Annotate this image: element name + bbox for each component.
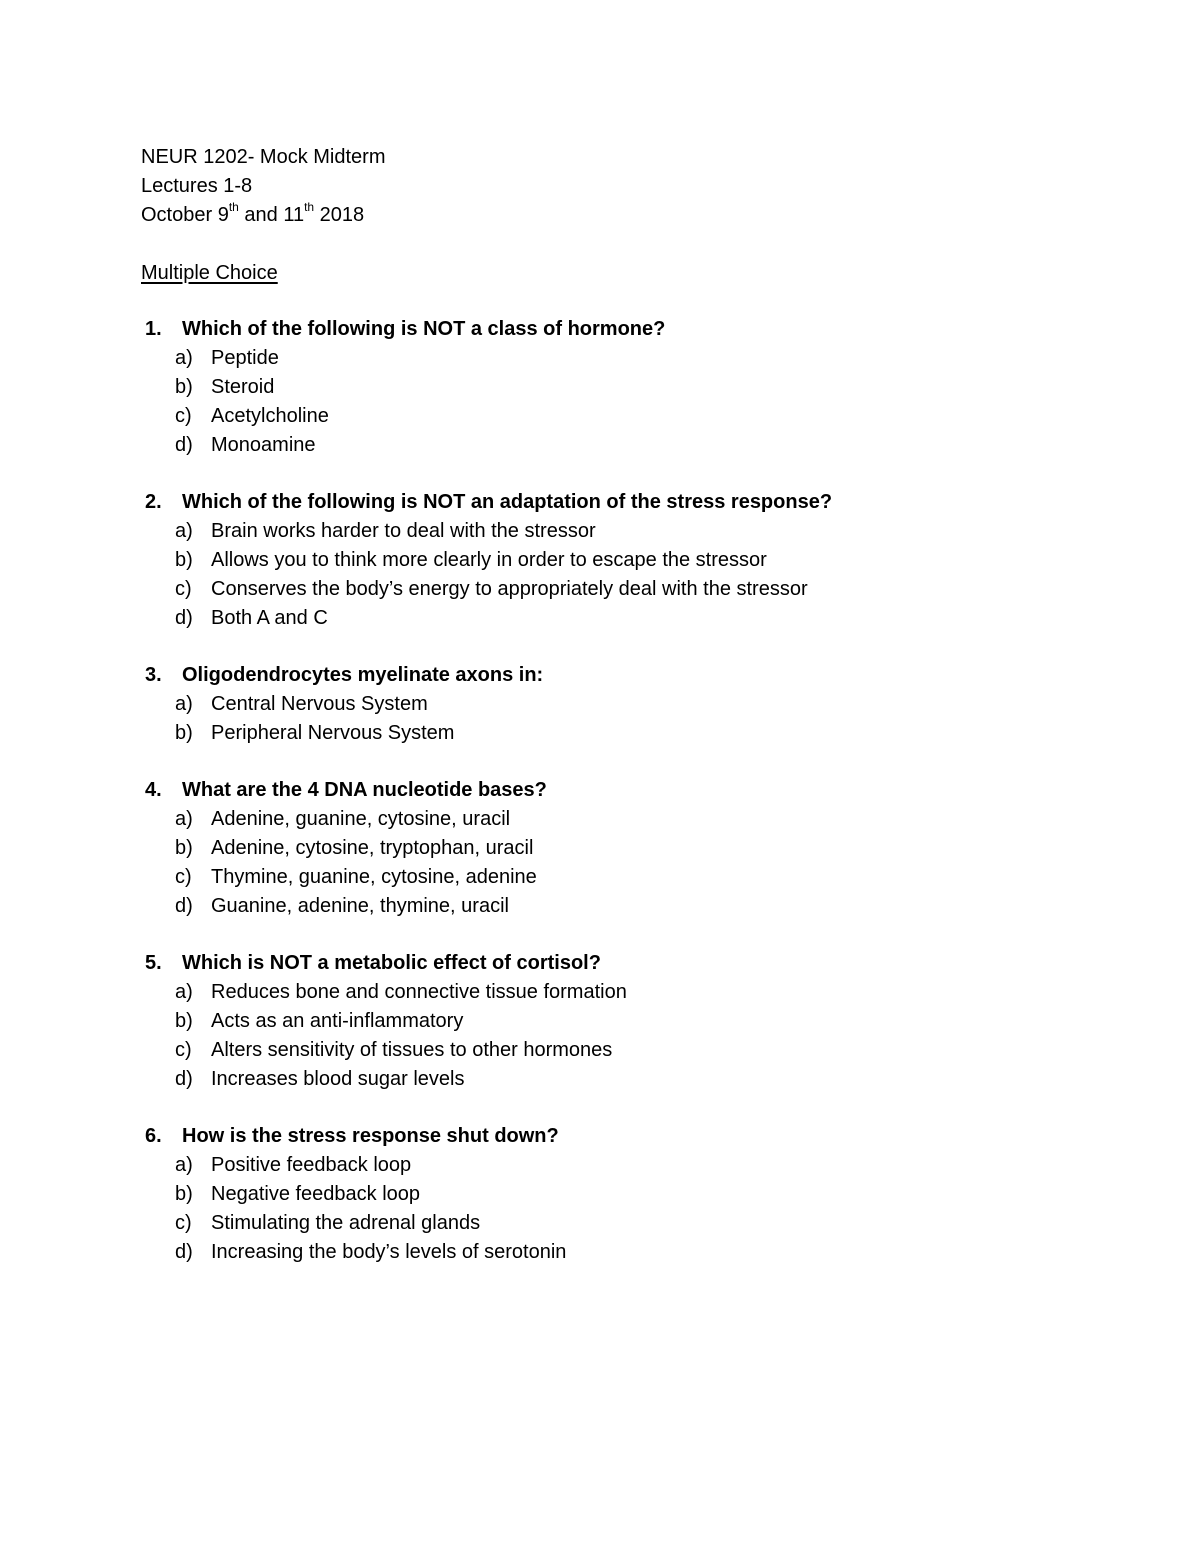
option-text: Central Nervous System — [211, 693, 428, 715]
lectures-line: Lectures 1-8 — [141, 175, 253, 197]
option-letter: d) — [175, 1068, 193, 1090]
option-letter: a) — [175, 693, 193, 715]
answer-option — [0, 517, 1200, 546]
date-suffix: 2018 — [314, 204, 365, 226]
option-text: Acts as an anti-inflammatory — [211, 1010, 464, 1032]
question-2 — [0, 488, 1200, 633]
option-letter: a) — [175, 347, 193, 369]
answer-option — [0, 604, 1200, 633]
question-text: Oligodendrocytes myelinate axons in: — [182, 664, 544, 686]
question-text: How is the stress response shut down? — [182, 1125, 559, 1147]
question-4 — [0, 776, 1200, 921]
option-letter: a) — [175, 808, 193, 830]
option-letter: b) — [175, 1010, 193, 1032]
question-3 — [0, 661, 1200, 748]
answer-option — [0, 978, 1200, 1007]
option-letter: b) — [175, 837, 193, 859]
answer-option — [0, 575, 1200, 604]
question-number: 1. — [145, 318, 162, 340]
answer-option — [0, 1065, 1200, 1094]
date-ordinal-2: th — [304, 200, 315, 215]
option-letter: b) — [175, 1183, 193, 1205]
answer-option — [0, 373, 1200, 402]
option-text: Peripheral Nervous System — [211, 722, 455, 744]
option-letter: a) — [175, 520, 193, 542]
answer-option — [0, 431, 1200, 460]
date-middle: and 11 — [238, 204, 305, 226]
question-text: Which is NOT a metabolic effect of cortisol? — [182, 952, 601, 974]
exam-header — [141, 143, 386, 230]
option-text: Adenine, cytosine, tryptophan, uracil — [211, 837, 534, 859]
question-number: 4. — [145, 779, 162, 801]
option-text: Reduces bone and connective tissue formation — [211, 981, 627, 1003]
option-text: Increasing the body’s levels of serotonin — [211, 1241, 567, 1263]
question-number: 5. — [145, 952, 162, 974]
course-title: NEUR 1202- Mock Midterm — [141, 146, 386, 168]
answer-option — [0, 863, 1200, 892]
option-text: Alters sensitivity of tissues to other hormones — [211, 1039, 613, 1061]
option-text: Steroid — [211, 376, 275, 398]
answer-option — [0, 1151, 1200, 1180]
question-text: What are the 4 DNA nucleotide bases? — [182, 779, 547, 801]
question-number: 6. — [145, 1125, 162, 1147]
question-5 — [0, 949, 1200, 1094]
answer-option — [0, 892, 1200, 921]
answer-option — [0, 1209, 1200, 1238]
exam-date — [141, 201, 386, 230]
answer-option — [0, 402, 1200, 431]
option-text: Monoamine — [211, 434, 316, 456]
question-number: 3. — [145, 664, 162, 686]
option-letter: b) — [175, 376, 193, 398]
question-text: Which of the following is NOT an adaptation of the stress response? — [182, 491, 833, 513]
question-stem — [0, 661, 1200, 690]
answer-option — [0, 1238, 1200, 1267]
option-text: Guanine, adenine, thymine, uracil — [211, 895, 509, 917]
option-text: Peptide — [211, 347, 279, 369]
question-list — [0, 315, 1200, 1295]
question-1 — [0, 315, 1200, 460]
option-letter: c) — [175, 1212, 192, 1234]
question-stem — [0, 315, 1200, 344]
answer-option — [0, 805, 1200, 834]
answer-option — [0, 546, 1200, 575]
option-letter: a) — [175, 1154, 193, 1176]
answer-option — [0, 344, 1200, 373]
option-letter: c) — [175, 405, 192, 427]
question-6 — [0, 1122, 1200, 1267]
option-letter: c) — [175, 866, 192, 888]
answer-option — [0, 834, 1200, 863]
date-prefix: October 9 — [141, 204, 229, 226]
section-title: Multiple Choice — [141, 262, 278, 284]
option-text: Thymine, guanine, cytosine, adenine — [211, 866, 537, 888]
option-letter: c) — [175, 578, 192, 600]
option-letter: d) — [175, 1241, 193, 1263]
option-text: Negative feedback loop — [211, 1183, 421, 1205]
option-letter: b) — [175, 549, 193, 571]
question-stem — [0, 488, 1200, 517]
option-text: Stimulating the adrenal glands — [211, 1212, 481, 1234]
question-number: 2. — [145, 491, 162, 513]
answer-option — [0, 1180, 1200, 1209]
answer-option — [0, 719, 1200, 748]
option-text: Both A and C — [211, 607, 328, 629]
answer-option — [0, 1007, 1200, 1036]
option-text: Positive feedback loop — [211, 1154, 412, 1176]
option-letter: d) — [175, 895, 193, 917]
option-text: Increases blood sugar levels — [211, 1068, 465, 1090]
option-letter: a) — [175, 981, 193, 1003]
date-ordinal-1: th — [228, 200, 239, 215]
option-letter: d) — [175, 607, 193, 629]
option-text: Adenine, guanine, cytosine, uracil — [211, 808, 511, 830]
option-letter: d) — [175, 434, 193, 456]
answer-option — [0, 1036, 1200, 1065]
option-text: Brain works harder to deal with the stressor — [211, 520, 596, 542]
option-text: Conserves the body’s energy to appropriately deal with the stressor — [211, 578, 808, 600]
option-text: Acetylcholine — [211, 405, 329, 427]
question-text: Which of the following is NOT a class of hormone? — [182, 318, 666, 340]
option-text: Allows you to think more clearly in order to escape the stressor — [211, 549, 767, 571]
option-letter: c) — [175, 1039, 192, 1061]
question-stem — [0, 949, 1200, 978]
answer-option — [0, 690, 1200, 719]
option-letter: b) — [175, 722, 193, 744]
question-stem — [0, 776, 1200, 805]
question-stem — [0, 1122, 1200, 1151]
